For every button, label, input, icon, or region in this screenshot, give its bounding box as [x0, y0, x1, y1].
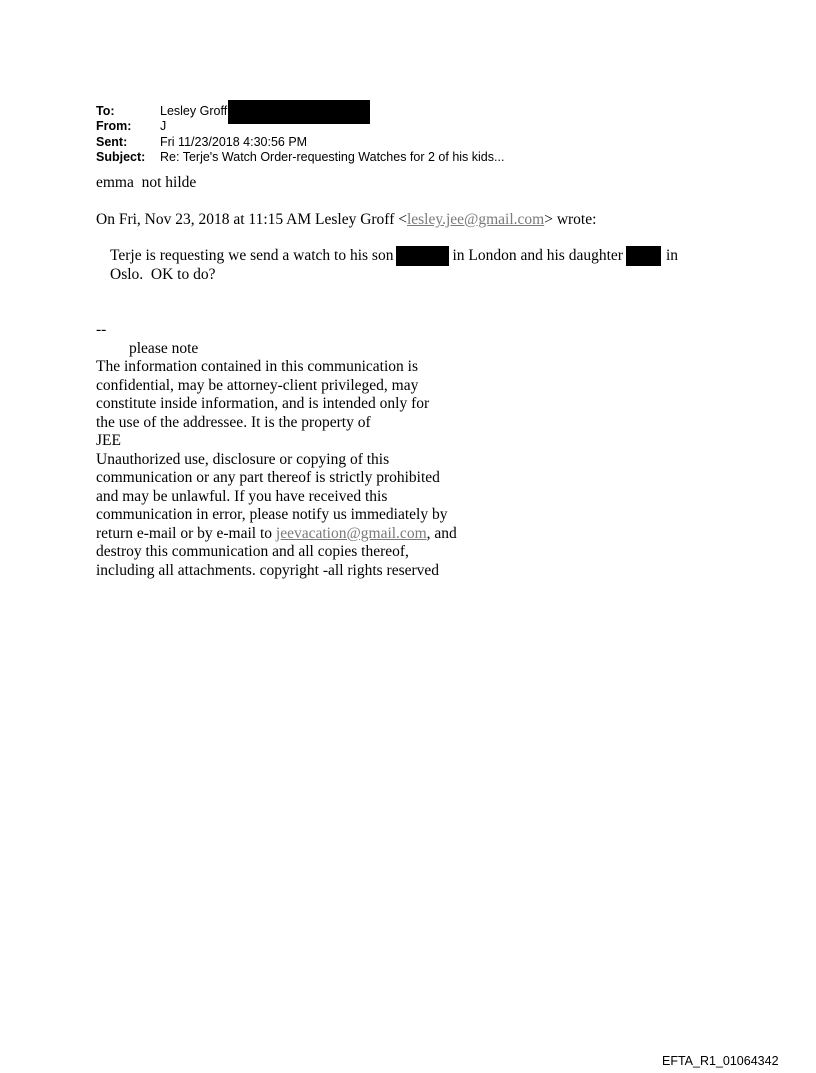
to-value: [160, 95, 370, 119]
quoted-line: [110, 247, 678, 266]
subject-value: Re: Terje's Watch Order-requesting Watches for 2 of his kids...: [160, 150, 505, 164]
redaction-block: [396, 246, 449, 266]
from-value: J: [160, 119, 167, 133]
signature-note: please note: [129, 339, 199, 357]
to-name: Lesley Groff: [160, 103, 228, 118]
disclaimer-line: communication in error, please notify us immediately by: [96, 506, 448, 523]
sender-email-link[interactable]: lesley.jee@gmail.com: [406, 211, 545, 228]
disclaimer-line: the use of the addressee. It is the property of: [96, 413, 371, 431]
disclaimer-line: including all attachments. copyright -all rights reserved: [96, 561, 440, 579]
quoted-text-part: Terje is requesting we send a watch to his son: [110, 247, 394, 264]
from-label: From:: [96, 119, 132, 133]
to-label: To:: [96, 103, 115, 118]
redaction-block: [228, 100, 370, 124]
header-subject-row: [96, 150, 504, 166]
redaction-block: [626, 246, 661, 266]
quoted-text-part: in London and his daughter: [452, 247, 623, 264]
disclaimer-line: confidential, may be attorney-client privileged, may: [96, 376, 419, 394]
sent-label: Sent:: [96, 134, 128, 149]
reply-text: emma not hilde: [96, 174, 197, 191]
document-id: EFTA_R1_01064342: [662, 1054, 779, 1068]
disclaimer-line: communication or any part thereof is strictly prohibited: [96, 469, 440, 486]
disclaimer-line: The information contained in this communication is: [96, 358, 418, 375]
quoted-line: Oslo. OK to do?: [110, 265, 216, 283]
quote-attribution: [96, 211, 596, 230]
header-sent-row: [96, 135, 504, 151]
disclaimer-line: JEE: [96, 432, 121, 449]
signature-disclaimer: [96, 321, 457, 580]
sent-value: Fri 11/23/2018 4:30:56 PM: [160, 134, 308, 149]
header-to-row: [96, 95, 504, 119]
disclaimer-line: and may be unlawful. If you have received this: [96, 487, 388, 505]
contact-email-link[interactable]: jeevacation@gmail.com: [275, 524, 427, 542]
contact-suffix: , and: [426, 524, 457, 542]
email-header: [96, 95, 504, 166]
attribution-prefix: On Fri, Nov 23, 2018 at 11:15 AM Lesley Groff <: [96, 211, 407, 228]
disclaimer-line: constitute inside information, and is intended only for: [96, 395, 430, 412]
quoted-text-part: in: [665, 247, 678, 264]
attribution-suffix: > wrote:: [544, 211, 597, 228]
disclaimer-line: Unauthorized use, disclosure or copying of this: [96, 450, 390, 468]
contact-prefix: return e-mail or by e-mail to: [96, 524, 276, 542]
quoted-message: [110, 247, 678, 284]
subject-label: Subject:: [96, 150, 146, 164]
disclaimer-line: destroy this communication and all copies thereof,: [96, 543, 409, 560]
disclaimer-contact-line: [96, 525, 457, 544]
signature-separator: --: [96, 321, 107, 338]
